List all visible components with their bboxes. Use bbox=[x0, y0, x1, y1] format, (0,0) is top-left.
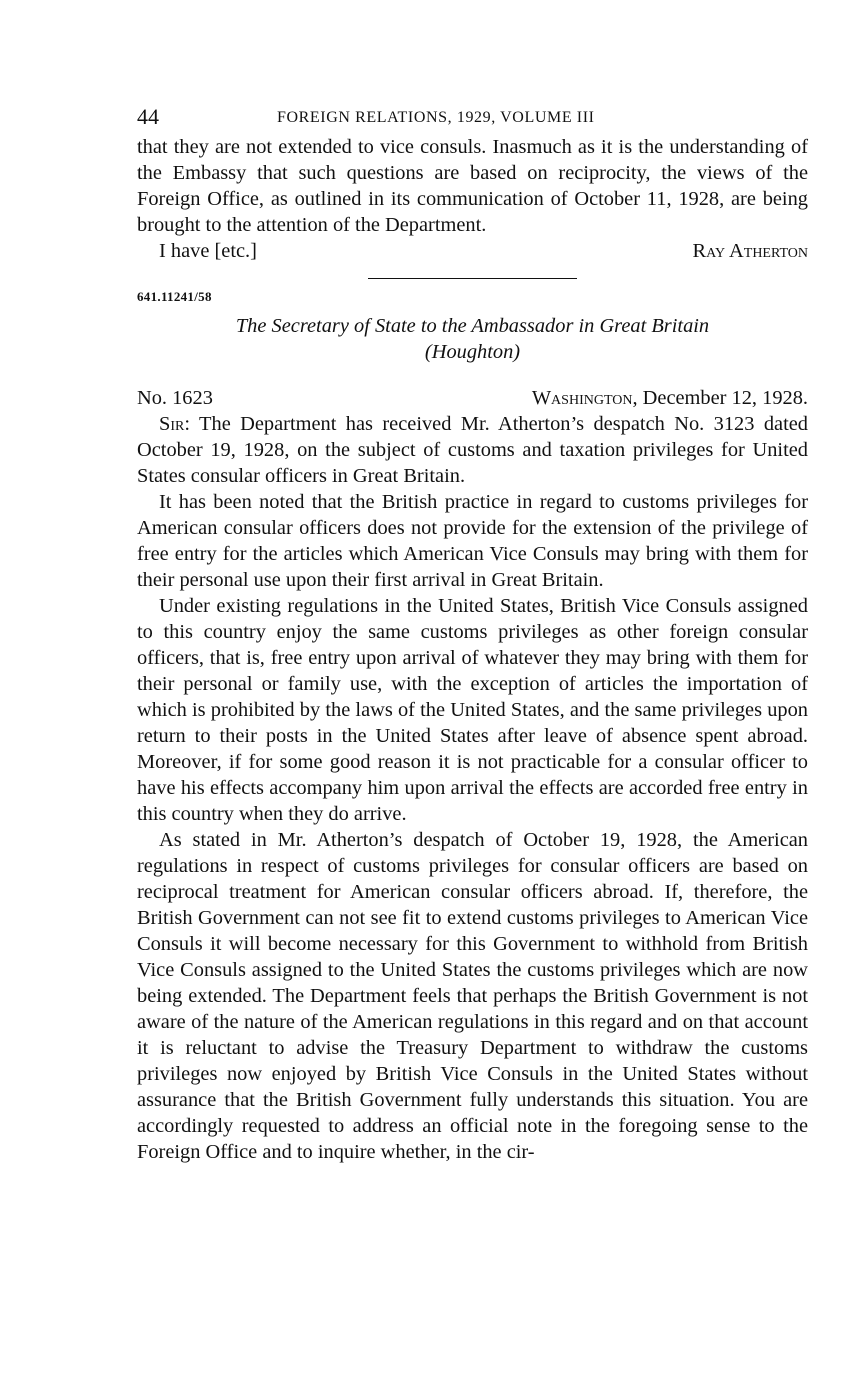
section-divider bbox=[368, 278, 577, 279]
closing-text: I have [etc.] bbox=[159, 240, 257, 262]
paragraph-1-text: The Department has received Mr. Atherton’s despatch No. 3123 dated October 19, 1928, on the subject of customs and taxation privileges for United States consular officers in Great Britain. bbox=[137, 413, 808, 487]
salutation: Sir bbox=[159, 413, 185, 435]
body-paragraph-3: Under existing regulations in the United States, British Vice Consuls assigned to this country enjoy the same customs privileges as other foreign consular officers, that is, free entry upon arrival of whatever they may bring with them for their personal or family use, with the exception of articles the importation of which is prohibited by the laws of the United States, and the same privileges upon return to their posts in the United States after leave of absence spent abroad. Moreover, if for some good reason it is not practicable for a consular officer to have his effects accompany him upon arrival the effects are accorded free entry in this country when they do arrive. bbox=[137, 595, 808, 825]
intro-paragraph: that they are not extended to vice consuls. Inasmuch as it is the understanding of the Embassy that such questions are based on reciprocity, the views of the Foreign Office, as outlined in its communication of October 11, 1928, are being brought to the attention of the Department. bbox=[137, 136, 808, 236]
place-date bbox=[532, 385, 808, 411]
body-paragraph-4: As stated in Mr. Atherton’s despatch of October 19, 1928, the American regulations in respect of customs privileges for consular officers are based on reciprocal treatment for American consular officers abroad. If, therefore, the British Government can not see fit to extend customs privileges to American Vice Consuls it will become necessary for this Government to withhold from British Vice Consuls assigned to the United States the customs privileges which are now being extended. The Department feels that perhaps the British Government is not aware of the nature of the American regulations in this regard and on that account it is reluctant to advise the Treasury Department to withdraw the customs privileges now enjoyed by British Vice Consuls in the United States without assurance that the British Government fully understands this situation. You are accordingly requested to address an official note in the foregoing sense to the Foreign Office and to inquire whether, in the cir- bbox=[137, 829, 808, 1163]
body-paragraph-2: It has been noted that the British practice in regard to customs privileges for American consular officers does not provide for the extension of the privilege of free entry for the articles which American Vice Consuls may bring with them for their personal use upon their first arrival in Great Britain. bbox=[137, 491, 808, 591]
date: , December 12, 1928. bbox=[632, 387, 808, 409]
heading-line-2: (Houghton) bbox=[424, 341, 521, 363]
signature: Ray Atherton bbox=[692, 240, 808, 262]
place: Washington bbox=[531, 387, 633, 409]
heading-line-1: The Secretary of State to the Ambassador in Great Britain bbox=[235, 315, 710, 337]
document-heading bbox=[137, 313, 808, 365]
closing-row bbox=[137, 238, 808, 264]
running-header bbox=[137, 100, 808, 134]
page-number: 44 bbox=[137, 104, 159, 129]
dateline bbox=[137, 385, 808, 411]
document-number: No. 1623 bbox=[137, 387, 213, 409]
file-number: 641.11241/58 bbox=[137, 289, 212, 304]
document-page bbox=[137, 100, 808, 1165]
body-paragraph-1 bbox=[137, 411, 808, 489]
salutation-punctuation: : bbox=[184, 413, 200, 435]
running-title: FOREIGN RELATIONS, 1929, VOLUME III bbox=[277, 109, 595, 126]
